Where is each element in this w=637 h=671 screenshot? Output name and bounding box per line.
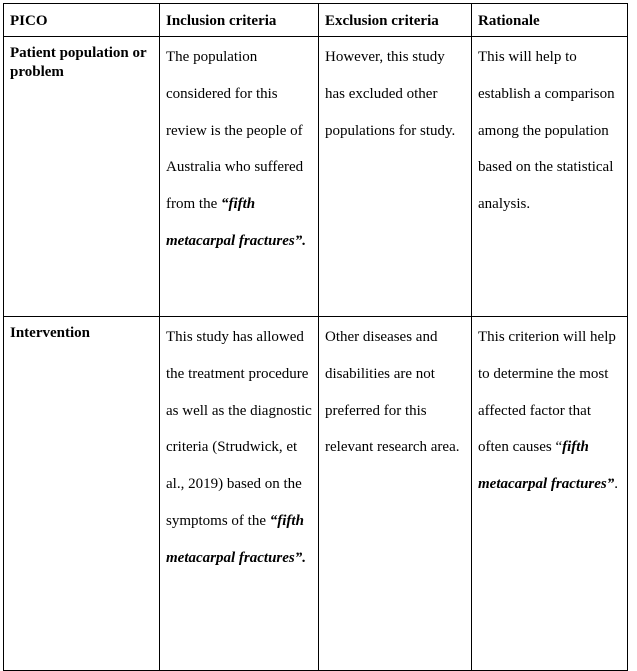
inclusion-text: This study has allowed the treatment procedure as well as the diagnostic criteria (Strudwick, et al., 2019) based on the symptoms of the: [166, 329, 312, 529]
pico-cell: Patient population or problem: [4, 37, 160, 317]
header-rationale: Rationale: [472, 4, 628, 37]
inclusion-emphasis: “fifth metacarpal fractures”.: [166, 512, 306, 566]
rationale-cell: This will help to establish a comparison among the population based on the statistical analysis.: [472, 37, 628, 317]
pico-cell: Intervention: [4, 317, 160, 671]
inclusion-cell: [160, 37, 319, 317]
header-pico: PICO: [4, 4, 160, 37]
rationale-emphasis: fifth metacarpal fractures”: [478, 439, 615, 493]
rationale-cell: [472, 317, 628, 671]
rationale-tail: .: [614, 476, 618, 493]
inclusion-emphasis: “fifth metacarpal fractures”.: [166, 196, 306, 249]
exclusion-cell: However, this study has excluded other populations for study.: [319, 37, 472, 317]
inclusion-cell: [160, 317, 319, 671]
table-row: [4, 317, 628, 671]
header-row: [4, 4, 628, 37]
pico-table: [3, 3, 628, 671]
header-inclusion: Inclusion criteria: [160, 4, 319, 37]
table-row: [4, 37, 628, 317]
header-exclusion: Exclusion criteria: [319, 4, 472, 37]
inclusion-text: The population considered for this review is the people of Australia who suffered from the: [166, 49, 304, 213]
rationale-text: This criterion will help to determine the most affected factor that often causes: [478, 329, 616, 456]
exclusion-cell: Other diseases and disabilities are not preferred for this relevant research area.: [319, 317, 472, 671]
rationale-quote: “: [555, 439, 563, 456]
